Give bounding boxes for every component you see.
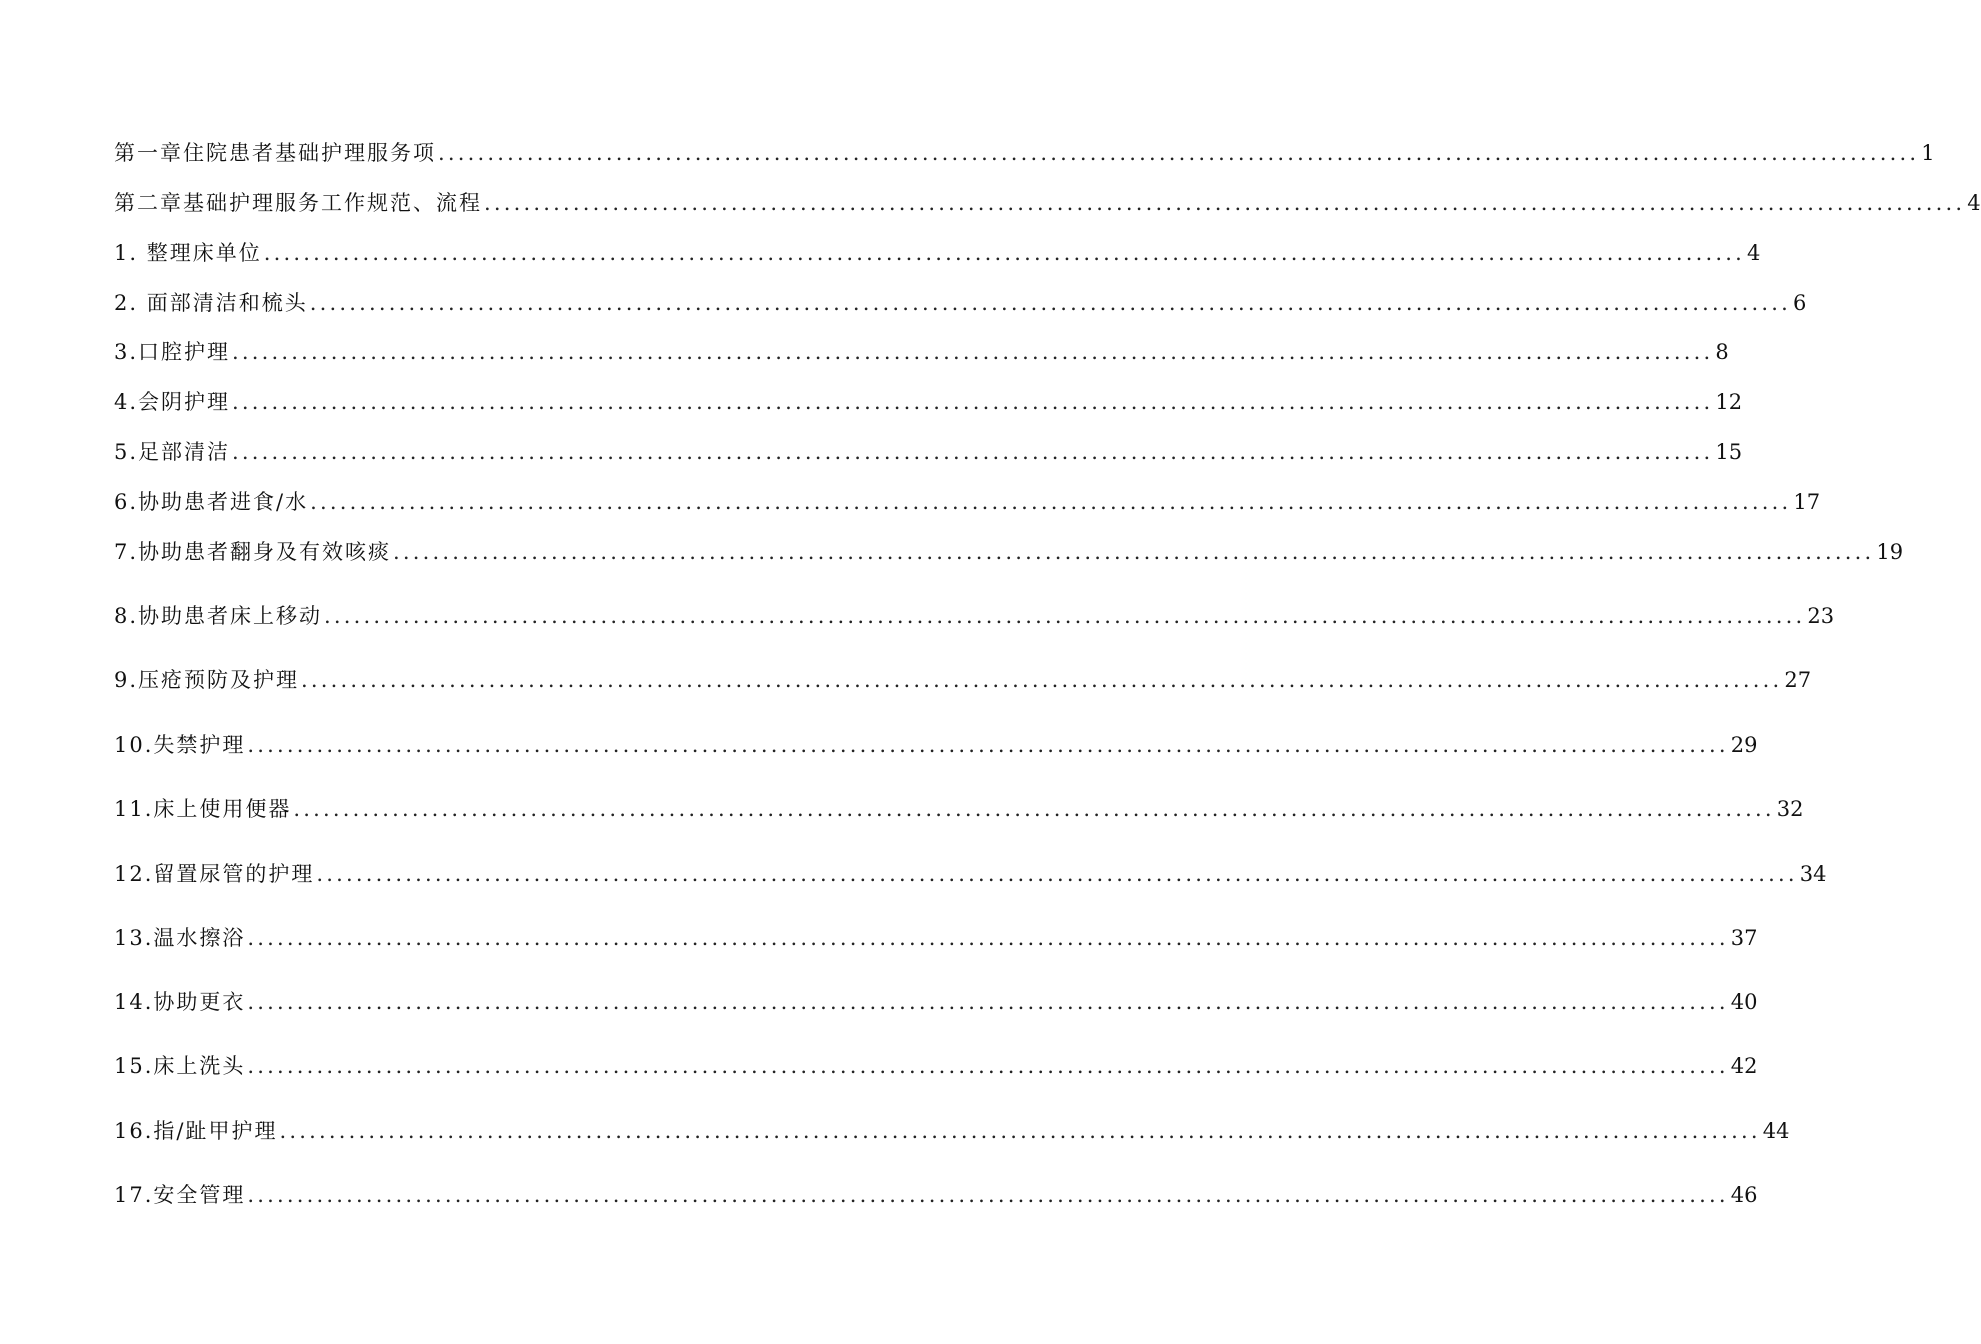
toc-entry[interactable] bbox=[114, 134, 1935, 168]
toc-entry-page: 27 bbox=[1784, 668, 1812, 692]
toc-entry-title: 17.安全管理 bbox=[114, 1183, 246, 1207]
toc-entry-page: 42 bbox=[1730, 1054, 1758, 1078]
table-of-contents bbox=[114, 0, 1981, 1344]
toc-entry-page: 37 bbox=[1730, 926, 1758, 950]
toc-dot-leader: ...................................................................................................................................................... bbox=[393, 540, 1875, 564]
toc-entry[interactable] bbox=[114, 983, 1758, 1017]
toc-entry-title: 15.床上洗头 bbox=[114, 1054, 246, 1078]
toc-entry-title: 13.温水擦浴 bbox=[114, 926, 246, 950]
toc-entry-title: 4.会阴护理 bbox=[114, 390, 231, 414]
toc-dot-leader: ...................................................................................................................................................... bbox=[310, 490, 1792, 514]
toc-dot-leader: ...................................................................................................................................................... bbox=[247, 926, 1729, 950]
toc-dot-leader: ...................................................................................................................................................... bbox=[438, 141, 1920, 165]
toc-entry-page: 23 bbox=[1807, 604, 1835, 628]
toc-entry[interactable] bbox=[114, 855, 1827, 889]
toc-entry-title: 5.足部清洁 bbox=[114, 440, 231, 464]
toc-entry-page: 29 bbox=[1730, 733, 1758, 757]
toc-entry-title: 14.协助更衣 bbox=[114, 990, 246, 1014]
toc-dot-leader: ...................................................................................................................................................... bbox=[293, 797, 1775, 821]
toc-dot-leader: ...................................................................................................................................................... bbox=[247, 1054, 1729, 1078]
toc-entry[interactable] bbox=[114, 661, 1812, 695]
toc-dot-leader: ...................................................................................................................................................... bbox=[324, 604, 1806, 628]
toc-dot-leader: ...................................................................................................................................................... bbox=[247, 990, 1729, 1014]
toc-entry-title: 第一章住院患者基础护理服务项 bbox=[114, 141, 436, 165]
toc-entry-page: 12 bbox=[1715, 390, 1743, 414]
toc-entry-title: 12.留置尿管的护理 bbox=[114, 862, 315, 886]
toc-entry-title: 7.协助患者翻身及有效咳痰 bbox=[114, 540, 392, 564]
toc-entry[interactable] bbox=[114, 184, 1981, 218]
toc-entry[interactable] bbox=[114, 597, 1835, 631]
toc-entry-title: 8.协助患者床上移动 bbox=[114, 604, 323, 628]
toc-dot-leader: ...................................................................................................................................................... bbox=[301, 668, 1783, 692]
toc-entry-title: 9.压疮预防及护理 bbox=[114, 668, 300, 692]
toc-entry[interactable] bbox=[114, 533, 1904, 567]
toc-entry[interactable] bbox=[114, 383, 1743, 417]
toc-entry-page: 40 bbox=[1730, 990, 1758, 1014]
toc-entry[interactable] bbox=[114, 1112, 1790, 1146]
toc-entry-page: 32 bbox=[1776, 797, 1804, 821]
toc-entry-page: 19 bbox=[1876, 540, 1904, 564]
toc-dot-leader: ...................................................................................................................................................... bbox=[232, 440, 1714, 464]
toc-entry-title: 11.床上使用便器 bbox=[114, 797, 292, 821]
toc-entry-title: 3.口腔护理 bbox=[114, 340, 231, 364]
toc-entry-page: 34 bbox=[1799, 862, 1827, 886]
toc-entry[interactable] bbox=[114, 284, 1807, 318]
toc-entry[interactable] bbox=[114, 234, 1761, 268]
toc-entry-title: 第二章基础护理服务工作规范、流程 bbox=[114, 191, 482, 215]
toc-entry[interactable] bbox=[114, 790, 1804, 824]
toc-entry-page: 8 bbox=[1715, 340, 1729, 364]
toc-entry[interactable] bbox=[114, 333, 1729, 367]
toc-entry-page: 4 bbox=[1747, 241, 1761, 265]
toc-entry-title: 16.指/趾甲护理 bbox=[114, 1119, 278, 1143]
toc-entry[interactable] bbox=[114, 1176, 1758, 1210]
toc-dot-leader: ...................................................................................................................................................... bbox=[279, 1119, 1761, 1143]
toc-dot-leader: ...................................................................................................................................................... bbox=[316, 862, 1798, 886]
toc-entry-title: 2. 面部清洁和梳头 bbox=[114, 291, 308, 315]
toc-dot-leader: ...................................................................................................................................................... bbox=[247, 733, 1729, 757]
toc-dot-leader: ...................................................................................................................................................... bbox=[263, 241, 1746, 265]
toc-dot-leader: ...................................................................................................................................................... bbox=[484, 191, 1966, 215]
toc-entry-page: 46 bbox=[1730, 1183, 1758, 1207]
toc-entry-page: 15 bbox=[1715, 440, 1743, 464]
toc-entry-page: 1 bbox=[1921, 141, 1935, 165]
toc-entry[interactable] bbox=[114, 483, 1821, 517]
toc-dot-leader: ...................................................................................................................................................... bbox=[232, 390, 1714, 414]
toc-dot-leader: ...................................................................................................................................................... bbox=[232, 340, 1714, 364]
toc-entry[interactable] bbox=[114, 433, 1743, 467]
toc-entry-page: 44 bbox=[1762, 1119, 1790, 1143]
toc-entry[interactable] bbox=[114, 919, 1758, 953]
toc-entry-title: 1. 整理床单位 bbox=[114, 241, 262, 265]
toc-entry[interactable] bbox=[114, 1047, 1758, 1081]
toc-entry-page: 17 bbox=[1793, 490, 1821, 514]
toc-dot-leader: ...................................................................................................................................................... bbox=[247, 1183, 1729, 1207]
toc-entry[interactable] bbox=[114, 726, 1758, 760]
toc-dot-leader: ...................................................................................................................................................... bbox=[309, 291, 1792, 315]
toc-entry-title: 6.协助患者进食/水 bbox=[114, 490, 309, 514]
toc-entry-title: 10.失禁护理 bbox=[114, 733, 246, 757]
toc-entry-page: 6 bbox=[1793, 291, 1807, 315]
toc-entry-page: 4 bbox=[1967, 191, 1981, 215]
